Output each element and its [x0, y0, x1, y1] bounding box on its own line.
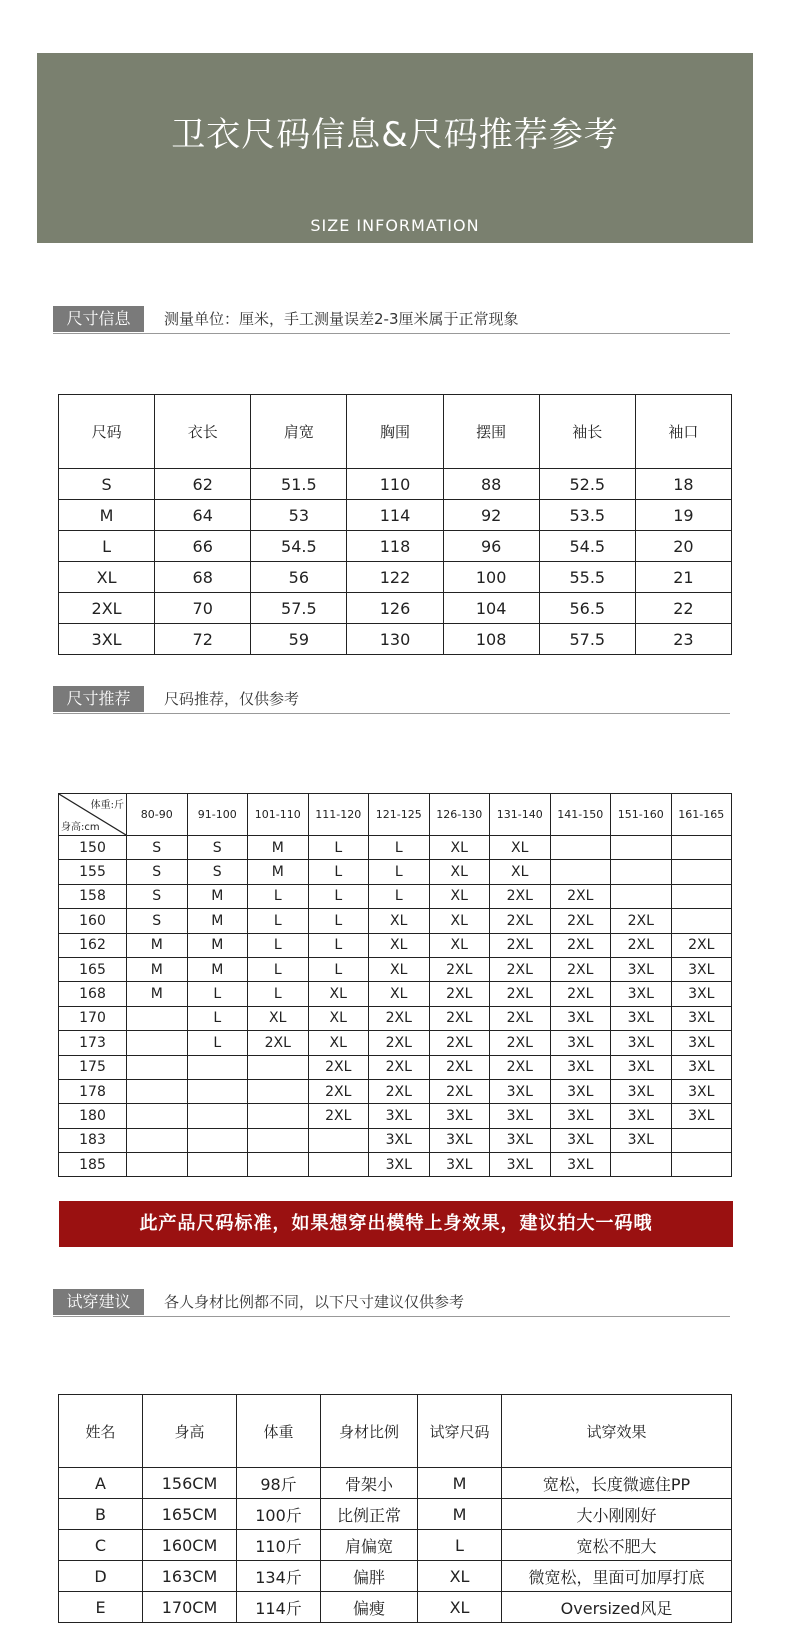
table-cell [308, 1128, 369, 1152]
table-cell: 57.5 [539, 624, 635, 655]
table-cell: 3XL [429, 1153, 490, 1177]
height-axis-label: 身高:cm [61, 822, 100, 833]
table-cell [671, 860, 732, 884]
table-cell: 2XL [490, 909, 551, 933]
table-cell: XL [369, 933, 430, 957]
table-cell: XL [308, 1031, 369, 1055]
table-cell: 183 [59, 1128, 127, 1152]
column-header: 尺码 [59, 395, 155, 469]
table-cell: 2XL [429, 982, 490, 1006]
section-note: 各人身材比例都不同，以下尺寸建议仅供参考 [164, 1293, 465, 1311]
table-cell: 2XL [490, 884, 551, 908]
table-row [59, 593, 732, 624]
table-cell: 3XL [611, 1104, 672, 1128]
section-tag: 尺寸推荐 [53, 686, 144, 712]
table-cell: 3XL [550, 1031, 611, 1055]
table-cell: 2XL [671, 933, 732, 957]
column-header: 111-120 [308, 794, 369, 836]
table-cell: 3XL [490, 1128, 551, 1152]
table-cell [671, 1128, 732, 1152]
table-cell: 3XL [671, 1006, 732, 1030]
table-cell: 2XL [308, 1079, 369, 1103]
table-cell: L [308, 909, 369, 933]
table-cell: XL [418, 1592, 502, 1623]
section-tag: 试穿建议 [53, 1289, 144, 1315]
column-header: 体重 [237, 1395, 321, 1468]
section-header-tryon [53, 1289, 730, 1317]
table-cell: 宽松，长度微遮住PP [502, 1468, 732, 1499]
column-header: 试穿效果 [502, 1395, 732, 1468]
table-row [59, 1499, 732, 1530]
column-header: 121-125 [369, 794, 430, 836]
table-cell: 155 [59, 860, 127, 884]
table-cell [187, 1055, 248, 1079]
column-header: 胸围 [347, 395, 443, 469]
table-cell: L [308, 860, 369, 884]
table-cell: 骨架小 [321, 1468, 418, 1499]
table-cell: 3XL [550, 1128, 611, 1152]
table-cell: M [187, 933, 248, 957]
table-cell: M [418, 1499, 502, 1530]
table-cell: 2XL [429, 1031, 490, 1055]
table-cell [671, 836, 732, 860]
table-cell: 3XL [611, 1031, 672, 1055]
table-cell: A [59, 1468, 143, 1499]
table-cell: 3XL [550, 1079, 611, 1103]
table-cell: 2XL [429, 1055, 490, 1079]
size-recommendation-table [58, 793, 732, 1177]
table-cell: XL [429, 933, 490, 957]
table-cell: M [248, 836, 309, 860]
table-cell: L [369, 884, 430, 908]
table-cell: 3XL [369, 1104, 430, 1128]
table-cell: 21 [635, 562, 731, 593]
table-cell: 2XL [369, 1006, 430, 1030]
table-cell [671, 909, 732, 933]
table-cell: 54.5 [251, 531, 347, 562]
table-cell: 2XL [248, 1031, 309, 1055]
section-header-size-info [53, 306, 730, 334]
table-cell: 2XL [550, 933, 611, 957]
table-row [59, 1079, 732, 1103]
table-cell: 126 [347, 593, 443, 624]
table-cell: XL [418, 1561, 502, 1592]
table-cell [127, 1128, 188, 1152]
table-cell: B [59, 1499, 143, 1530]
table-cell: 2XL [550, 884, 611, 908]
table-cell: XL [308, 1006, 369, 1030]
table-cell: 163CM [143, 1561, 237, 1592]
table-cell: 64 [155, 500, 251, 531]
table-cell [127, 1031, 188, 1055]
table-cell: 大小刚刚好 [502, 1499, 732, 1530]
table-cell: 2XL [550, 909, 611, 933]
table-cell [550, 836, 611, 860]
table-cell: 88 [443, 469, 539, 500]
table-cell: 3XL [550, 1055, 611, 1079]
table-cell: 3XL [369, 1153, 430, 1177]
table-cell: XL [248, 1006, 309, 1030]
table-cell: 2XL [429, 1079, 490, 1103]
table-cell: 3XL [671, 957, 732, 981]
table-cell: S [187, 860, 248, 884]
table-cell: L [308, 957, 369, 981]
table-cell: 185 [59, 1153, 127, 1177]
table-cell: 52.5 [539, 469, 635, 500]
table-cell: M [418, 1468, 502, 1499]
table-row [59, 909, 732, 933]
table-cell [611, 860, 672, 884]
table-cell: 2XL [490, 933, 551, 957]
table-cell: 3XL [671, 1104, 732, 1128]
table-cell: 3XL [611, 957, 672, 981]
table-cell: 122 [347, 562, 443, 593]
table-cell [248, 1104, 309, 1128]
table-cell: 170CM [143, 1592, 237, 1623]
table-cell: 2XL [490, 1031, 551, 1055]
table-row [59, 562, 732, 593]
table-cell [187, 1153, 248, 1177]
table-cell: 3XL [611, 1079, 672, 1103]
table-cell: M [187, 909, 248, 933]
table-cell: M [59, 500, 155, 531]
table-cell: XL [59, 562, 155, 593]
table-cell: 53.5 [539, 500, 635, 531]
table-cell: 114斤 [237, 1592, 321, 1623]
table-cell: XL [308, 982, 369, 1006]
table-cell: E [59, 1592, 143, 1623]
table-cell: XL [369, 982, 430, 1006]
table-cell: S [127, 909, 188, 933]
table-row [59, 1468, 732, 1499]
table-row [59, 531, 732, 562]
table-cell: 微宽松，里面可加厚打底 [502, 1561, 732, 1592]
header-banner [37, 53, 753, 243]
table-row [59, 500, 732, 531]
table-cell: 68 [155, 562, 251, 593]
table-row [59, 624, 732, 655]
column-header: 身高 [143, 1395, 237, 1468]
table-cell: 肩偏宽 [321, 1530, 418, 1561]
page-title: 卫衣尺码信息&尺码推荐参考 [171, 115, 619, 155]
table-cell: 62 [155, 469, 251, 500]
table-cell: 3XL [611, 1006, 672, 1030]
table-cell: 2XL [308, 1055, 369, 1079]
table-cell: XL [490, 860, 551, 884]
column-header: 80-90 [127, 794, 188, 836]
table-cell: 54.5 [539, 531, 635, 562]
table-cell: 156CM [143, 1468, 237, 1499]
table-cell: 2XL [429, 957, 490, 981]
table-cell: L [187, 1006, 248, 1030]
table-cell: L [248, 982, 309, 1006]
table-cell: 175 [59, 1055, 127, 1079]
table-cell [671, 1153, 732, 1177]
table-cell: L [59, 531, 155, 562]
table-cell: M [127, 957, 188, 981]
table-row [59, 1561, 732, 1592]
table-cell: L [308, 884, 369, 908]
table-cell [611, 836, 672, 860]
table-cell [611, 1153, 672, 1177]
column-header: 161-165 [671, 794, 732, 836]
table-cell: 2XL [490, 982, 551, 1006]
table-row [59, 836, 732, 860]
table-row [59, 1031, 732, 1055]
table-row [59, 884, 732, 908]
table-cell: 2XL [59, 593, 155, 624]
table-row [59, 957, 732, 981]
table-cell: M [248, 860, 309, 884]
column-header: 身材比例 [321, 1395, 418, 1468]
table-cell: XL [429, 836, 490, 860]
table-cell: D [59, 1561, 143, 1592]
table-cell: 170 [59, 1006, 127, 1030]
table-row [59, 1128, 732, 1152]
table-cell: 2XL [369, 1079, 430, 1103]
table-cell [127, 1104, 188, 1128]
table-cell: L [308, 836, 369, 860]
table-cell: 3XL [550, 1104, 611, 1128]
table-cell: 173 [59, 1031, 127, 1055]
table-cell: 3XL [369, 1128, 430, 1152]
table-cell [127, 1006, 188, 1030]
table-row [59, 1592, 732, 1623]
table-row [59, 1104, 732, 1128]
table-cell: 2XL [611, 933, 672, 957]
table-cell: 55.5 [539, 562, 635, 593]
table-cell: 150 [59, 836, 127, 860]
table-cell: 108 [443, 624, 539, 655]
column-header: 试穿尺码 [418, 1395, 502, 1468]
table-cell: 110 [347, 469, 443, 500]
column-header: 肩宽 [251, 395, 347, 469]
table-cell [127, 1153, 188, 1177]
table-cell: S [127, 860, 188, 884]
table-cell: 3XL [490, 1153, 551, 1177]
table-cell: S [187, 836, 248, 860]
table-cell: 114 [347, 500, 443, 531]
table-cell: XL [369, 909, 430, 933]
table-cell: 比例正常 [321, 1499, 418, 1530]
table-cell: L [369, 836, 430, 860]
table-row [59, 933, 732, 957]
table-cell: 2XL [490, 1006, 551, 1030]
table-cell: L [248, 957, 309, 981]
table-cell: M [127, 982, 188, 1006]
column-header: 101-110 [248, 794, 309, 836]
table-cell: M [127, 933, 188, 957]
column-header: 袖长 [539, 395, 635, 469]
table-cell: L [369, 860, 430, 884]
size-info-table [58, 394, 732, 655]
table-cell: 180 [59, 1104, 127, 1128]
column-header: 151-160 [611, 794, 672, 836]
table-cell: 160 [59, 909, 127, 933]
table-cell [611, 884, 672, 908]
column-header: 衣长 [155, 395, 251, 469]
column-header: 141-150 [550, 794, 611, 836]
table-cell: XL [490, 836, 551, 860]
table-cell: 2XL [369, 1055, 430, 1079]
table-row [59, 1055, 732, 1079]
table-cell: 2XL [611, 909, 672, 933]
column-header: 91-100 [187, 794, 248, 836]
table-cell: XL [429, 860, 490, 884]
table-cell: 51.5 [251, 469, 347, 500]
table-cell: 70 [155, 593, 251, 624]
table-cell: 3XL [59, 624, 155, 655]
table-cell: 3XL [429, 1104, 490, 1128]
table-cell: 92 [443, 500, 539, 531]
table-cell [671, 884, 732, 908]
table-cell [127, 1055, 188, 1079]
table-cell: XL [429, 884, 490, 908]
table-cell [127, 1079, 188, 1103]
table-cell: 18 [635, 469, 731, 500]
table-cell: 165 [59, 957, 127, 981]
table-cell: M [187, 957, 248, 981]
table-cell: 2XL [490, 957, 551, 981]
column-header: 摆围 [443, 395, 539, 469]
table-cell: 22 [635, 593, 731, 624]
section-note: 测量单位：厘米，手工测量误差2-3厘米属于正常现象 [164, 310, 519, 328]
table-cell: 56 [251, 562, 347, 593]
table-cell: XL [429, 909, 490, 933]
table-cell: 53 [251, 500, 347, 531]
table-cell: 2XL [550, 957, 611, 981]
table-cell: 104 [443, 593, 539, 624]
table-cell [248, 1153, 309, 1177]
table-cell: 130 [347, 624, 443, 655]
table-cell: 72 [155, 624, 251, 655]
section-header-size-recommendation [53, 686, 730, 714]
table-cell: 2XL [429, 1006, 490, 1030]
table-cell: 3XL [490, 1079, 551, 1103]
table-cell: 3XL [490, 1104, 551, 1128]
table-cell: L [418, 1530, 502, 1561]
table-cell: 2XL [369, 1031, 430, 1055]
table-cell: 56.5 [539, 593, 635, 624]
column-header: 131-140 [490, 794, 551, 836]
table-cell: 偏瘦 [321, 1592, 418, 1623]
table-cell: 20 [635, 531, 731, 562]
table-cell: C [59, 1530, 143, 1561]
table-cell: 178 [59, 1079, 127, 1103]
table-cell: S [127, 836, 188, 860]
table-cell: S [59, 469, 155, 500]
table-cell: 3XL [550, 1153, 611, 1177]
table-row [59, 1006, 732, 1030]
table-cell: 3XL [550, 1006, 611, 1030]
table-cell: 160CM [143, 1530, 237, 1561]
table-row [59, 982, 732, 1006]
column-header: 袖口 [635, 395, 731, 469]
table-cell: 3XL [611, 1055, 672, 1079]
table-cell [187, 1079, 248, 1103]
table-cell [187, 1128, 248, 1152]
table-cell: L [308, 933, 369, 957]
table-cell: 134斤 [237, 1561, 321, 1592]
table-row [59, 1530, 732, 1561]
table-row [59, 860, 732, 884]
table-cell: 98斤 [237, 1468, 321, 1499]
table-cell [308, 1153, 369, 1177]
table-cell [248, 1079, 309, 1103]
table-cell: 168 [59, 982, 127, 1006]
table-cell: 57.5 [251, 593, 347, 624]
table-cell: XL [369, 957, 430, 981]
corner-header-cell [59, 794, 127, 836]
size-notice-banner: 此产品尺码标准，如果想穿出模特上身效果，建议拍大一码哦 [59, 1201, 733, 1247]
table-cell: 3XL [671, 1079, 732, 1103]
table-cell: 110斤 [237, 1530, 321, 1561]
table-cell: 3XL [611, 982, 672, 1006]
table-cell: 宽松不肥大 [502, 1530, 732, 1561]
table-cell: 3XL [611, 1128, 672, 1152]
column-header: 姓名 [59, 1395, 143, 1468]
table-cell: L [187, 1031, 248, 1055]
table-cell: 23 [635, 624, 731, 655]
table-cell: L [248, 884, 309, 908]
section-note: 尺码推荐，仅供参考 [164, 690, 300, 708]
table-cell: 3XL [671, 982, 732, 1006]
table-cell: 100斤 [237, 1499, 321, 1530]
table-cell: L [248, 933, 309, 957]
table-cell: 偏胖 [321, 1561, 418, 1592]
table-cell: 100 [443, 562, 539, 593]
column-header: 126-130 [429, 794, 490, 836]
table-cell: 96 [443, 531, 539, 562]
section-tag: 尺寸信息 [53, 306, 144, 332]
tryon-table [58, 1394, 732, 1623]
table-cell [248, 1055, 309, 1079]
table-cell: L [248, 909, 309, 933]
table-cell: 19 [635, 500, 731, 531]
table-cell: 3XL [671, 1055, 732, 1079]
table-cell: Oversized风足 [502, 1592, 732, 1623]
table-cell: M [187, 884, 248, 908]
page-subtitle: SIZE INFORMATION [310, 216, 480, 235]
table-cell: 59 [251, 624, 347, 655]
table-cell: S [127, 884, 188, 908]
table-cell [187, 1104, 248, 1128]
table-cell: 2XL [308, 1104, 369, 1128]
table-cell: 158 [59, 884, 127, 908]
table-cell: L [187, 982, 248, 1006]
weight-axis-label: 体重:斤 [90, 800, 124, 811]
table-cell: 66 [155, 531, 251, 562]
table-cell: 162 [59, 933, 127, 957]
table-cell: 3XL [671, 1031, 732, 1055]
table-cell: 165CM [143, 1499, 237, 1530]
table-cell: 3XL [429, 1128, 490, 1152]
table-cell: 2XL [550, 982, 611, 1006]
table-row [59, 469, 732, 500]
table-cell [550, 860, 611, 884]
table-cell [248, 1128, 309, 1152]
table-cell: 2XL [490, 1055, 551, 1079]
table-row [59, 1153, 732, 1177]
table-cell: 118 [347, 531, 443, 562]
